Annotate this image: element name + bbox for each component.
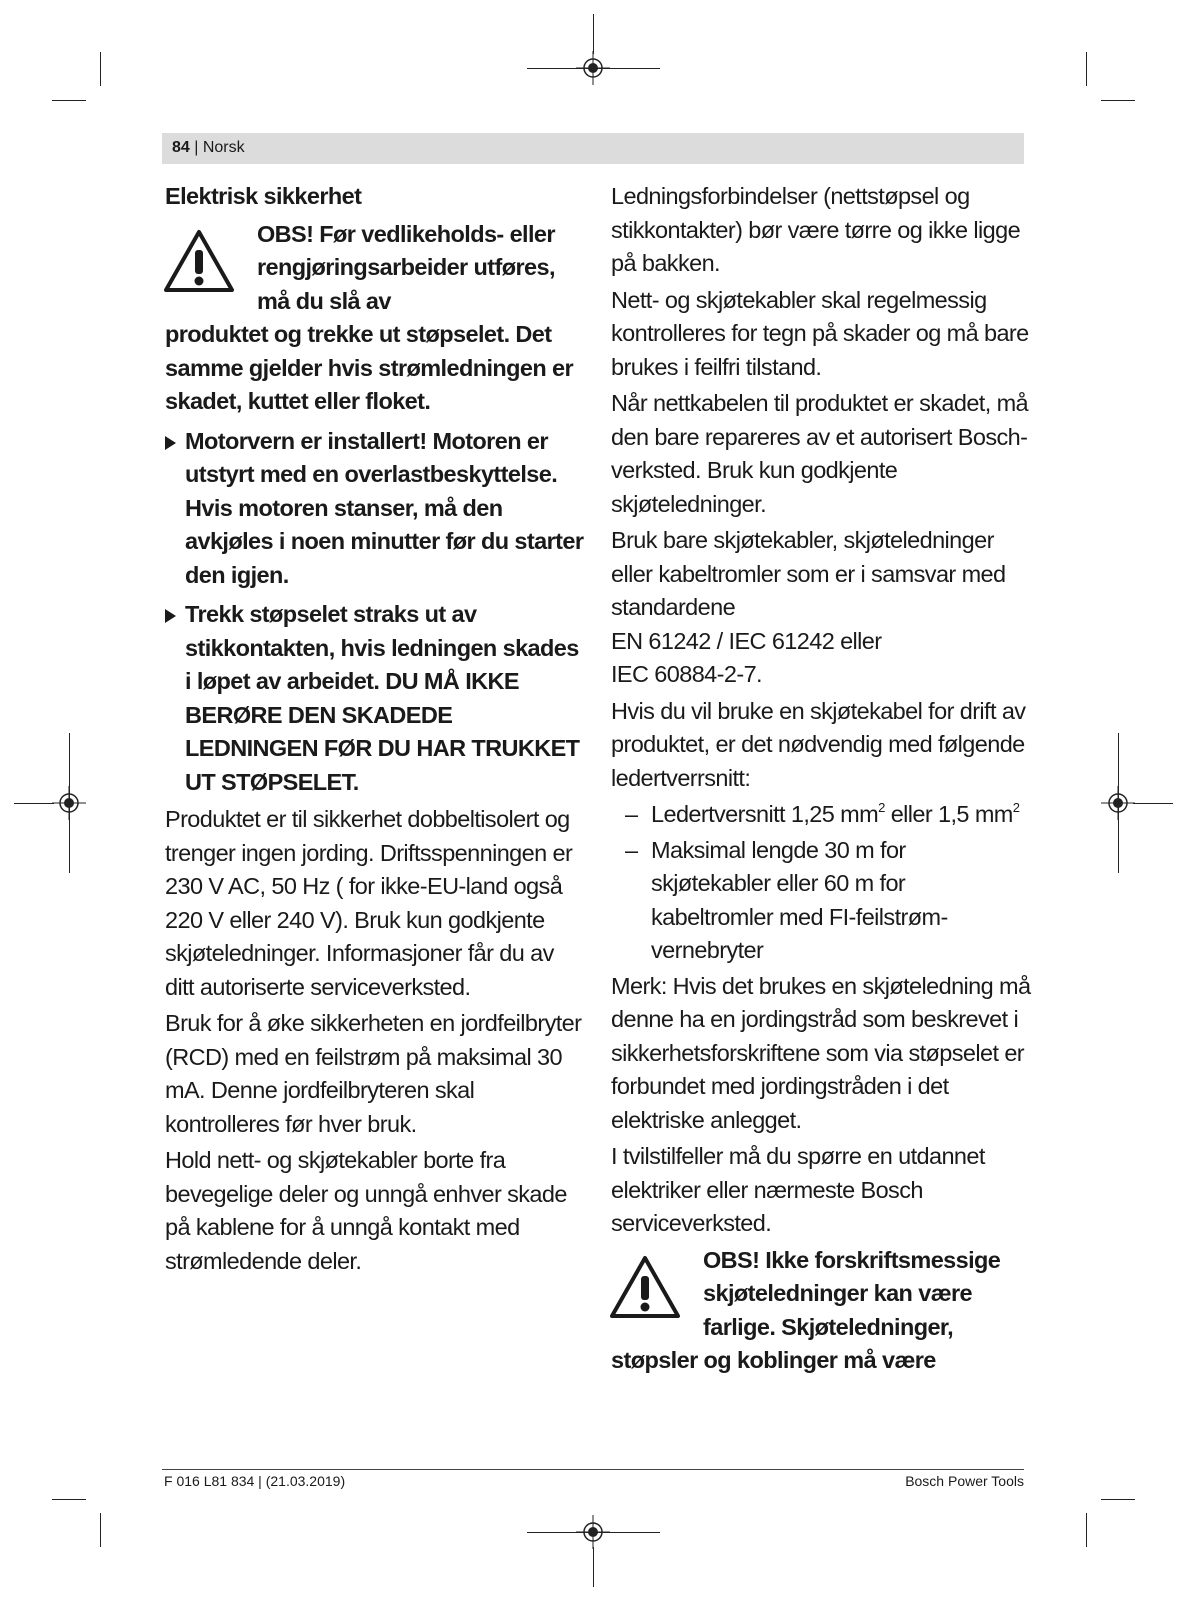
crop-mark [527,68,660,69]
crop-mark [527,1532,660,1533]
paragraph: Merk: Hvis det brukes en skjøteledning må denne ha en jordingstråd som beskrevet i sikkerhetsforskriftene som via støpselet er forbundet med jordingstråden i det elektriske anlegget. [611,972,1031,1133]
header-text: 84 | Norsk [172,139,245,156]
paragraph: Produktet er til sikkerhet dobbeltisolert og trenger ingen jording. Driftsspenningen er 230 V AC, 50 Hz ( for ikke-EU-land også 220 V eller 240 V). Bruk kun godkjente skjøteledninger. Informasjoner får du av ditt autoriserte serviceverksted. [165,806,573,1000]
section-heading: Elektrisk sikkerhet [165,183,362,209]
warning-block [611,1244,1031,1378]
warning-block [165,218,585,419]
crop-mark [52,1499,86,1500]
dash-list-item [611,834,1031,968]
left-column [165,180,585,1281]
footer-brand: Bosch Power Tools [905,1473,1024,1489]
crop-mark [14,803,54,804]
crop-mark [1101,100,1135,101]
right-column [611,180,1031,1381]
standard-reference: IEC 60884-2-7. [611,661,762,687]
dash-marker: – [625,836,638,863]
crop-mark [593,1547,594,1587]
paragraph: Hold nett- og skjøtekabler borte fra bevegelige deler og unngå enhver skade på kablene for å unngå kontakt med strømledende deler. [165,1147,567,1274]
bullet-text: Trekk støpselet straks ut av stikkontakten, hvis ledningen skades i løpet av arbeidet. DU MÅ IKKE BERØRE DEN SKADEDE LEDNINGEN FØR DU HAR TRUKKET UT STØPSELET. [185,601,580,795]
warning-text: støpsler og koblinger må være [611,1347,936,1373]
list-text: Ledertversnitt 1,25 mm [651,801,879,827]
crop-mark [52,100,86,101]
bullet-item [165,425,585,593]
page-number: 84 [172,139,190,156]
bullet-item [165,598,585,799]
crop-mark [69,733,70,873]
paragraph: Ledningsforbindelser (nettstøpsel og stikkontakter) bør være tørre og ikke ligge på bakken. [611,183,1021,276]
paragraph-text: Bruk bare skjøtekabler, skjøteledninger eller kabeltromler som er i samsvar med standardene [611,527,1006,620]
warning-text-indented: OBS! Ikke forskriftsmessige skjøteledninger kan være farlige. Skjøteledninger, [703,1246,1001,1340]
standard-reference: EN 61242 / IEC 61242 eller [611,627,882,654]
paragraph: Bruk for å øke sikkerheten en jordfeilbryter (RCD) med en feilstrøm på maksimal 30 mA. Denne jordfeilbryteren skal kontrolleres før hver bruk. [165,1010,582,1137]
paragraph: Når nettkabelen til produktet er skadet, må den bare repareres av et autorisert Bosch-verksted. Bruk kun godkjente skjøteledninger. [611,390,1029,517]
warning-triangle-icon [163,228,235,294]
dash-list-item [611,798,1031,832]
paragraph: I tvilstilfeller må du spørre en utdannet elektriker eller nærmeste Bosch serviceverksted. [611,1143,985,1236]
crop-mark [593,14,594,54]
crop-mark [1133,803,1173,804]
paragraph: Nett- og skjøtekabler skal regelmessig kontrolleres for tegn på skader og må bare brukes i feilfri tilstand. [611,286,1029,380]
bullet-arrow-icon [165,609,176,623]
footer-divider [162,1469,1024,1470]
crop-mark [100,1513,101,1547]
warning-text-indented: OBS! Før vedlikeholds- eller rengjøringsarbeider utføres, må du slå av [257,220,555,314]
crop-mark [100,52,101,86]
bullet-arrow-icon [165,436,176,450]
section-language: Norsk [202,139,245,156]
crop-mark [1118,733,1119,873]
paragraph: Hvis du vil bruke en skjøtekabel for drift av produktet, er det nødvendig med følgende ledertverrsnitt: [611,697,1026,791]
dash-marker: – [625,801,638,827]
crop-mark [1086,52,1087,86]
bullet-text: Motorvern er installert! Motoren er utstyrt med en overlastbeskyttelse. Hvis motoren stanser, må den avkjøles i noen minutter før du starter den igjen. [185,427,584,588]
crop-mark [1086,1513,1087,1547]
list-text: Maksimal lengde 30 m for skjøtekabler eller 60 m for kabeltromler med FI-feilstrøm-vernebryter [651,836,948,963]
page-header [162,133,1024,164]
list-text: eller 1,5 mm [884,801,1013,827]
paragraph [611,524,1031,692]
crop-mark [1101,1499,1135,1500]
superscript: 2 [1012,800,1020,815]
warning-text: produktet og trekke ut støpselet. Det samme gjelder hvis strømledningen er skadet, kuttet eller floket. [165,321,574,414]
warning-triangle-icon [609,1254,681,1320]
superscript: 2 [878,800,885,815]
footer-doc-ref: F 016 L81 834 | (21.03.2019) [164,1473,346,1489]
